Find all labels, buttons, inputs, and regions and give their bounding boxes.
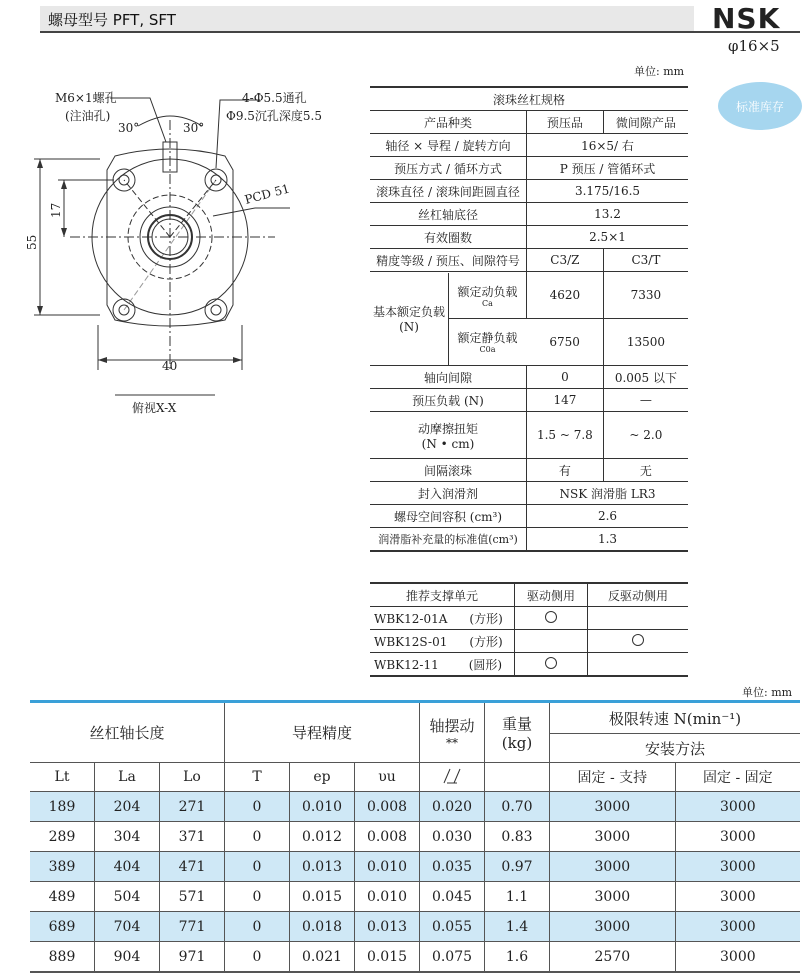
table-row bbox=[30, 912, 800, 942]
space-value: 2.6 bbox=[527, 505, 689, 528]
table-row bbox=[30, 852, 800, 882]
load-unit: (N) bbox=[399, 320, 419, 334]
leader-thread bbox=[110, 98, 166, 142]
cell-weight: 0.97 bbox=[485, 852, 550, 882]
cell-weight: 1.4 bbox=[485, 912, 550, 942]
support-table bbox=[370, 582, 688, 677]
spec-row-label: 有效圈数 bbox=[370, 226, 527, 249]
head-length: 丝杠轴长度 bbox=[30, 702, 225, 763]
cell-lo: 271 bbox=[160, 792, 225, 822]
cell-lo: 971 bbox=[160, 942, 225, 973]
bolt-hole-br-inner bbox=[211, 305, 221, 315]
load-label: 基本额定负载 bbox=[372, 305, 445, 319]
cell-runout: 0.055 bbox=[420, 912, 485, 942]
cell-lt: 289 bbox=[30, 822, 95, 852]
sta-load-symbol: C0a bbox=[479, 345, 496, 355]
cell-lt: 189 bbox=[30, 792, 95, 822]
pcd-label: PCD 51 bbox=[243, 181, 292, 207]
circle-mark bbox=[545, 657, 557, 669]
refill-value: 1.3 bbox=[527, 528, 689, 552]
dyn-load-b: 7330 bbox=[603, 272, 688, 319]
dyn-load-symbol: Ca bbox=[482, 298, 493, 308]
spec-row-label: 预压方式 / 循环方式 bbox=[370, 157, 527, 180]
lube-label: 封入润滑剂 bbox=[370, 482, 527, 505]
spec-col-type: 产品种类 bbox=[370, 111, 527, 134]
head-lead: 导程精度 bbox=[225, 702, 420, 763]
table-row bbox=[30, 822, 800, 852]
cell-runout: 0.030 bbox=[420, 822, 485, 852]
bolt-hole-br bbox=[205, 299, 227, 321]
support-head-unit: 推荐支撑单元 bbox=[370, 583, 515, 607]
spec-col-micro: 微间隙产品 bbox=[603, 111, 688, 134]
thread-label: M6×1螺孔 bbox=[55, 91, 117, 105]
angle-label-right: 30° bbox=[183, 121, 205, 135]
cell-weight: 0.70 bbox=[485, 792, 550, 822]
col-lt: Lt bbox=[30, 763, 95, 792]
stock-badge: 标准库存 bbox=[718, 82, 802, 130]
accuracy-label: 精度等级 / 预压、间隙符号 bbox=[370, 249, 527, 272]
header-rule bbox=[40, 31, 800, 33]
cell-lo: 571 bbox=[160, 882, 225, 912]
spacer-a: 有 bbox=[527, 459, 604, 482]
col-vu: υu bbox=[355, 763, 420, 792]
axial-b: 0.005 以下 bbox=[603, 366, 688, 389]
spec-row-value: P 预压 / 管循环式 bbox=[527, 157, 689, 180]
spec-row-label: 滚珠直径 / 滚珠间距圆直径 bbox=[370, 180, 527, 203]
cell-t: 0 bbox=[225, 822, 290, 852]
support-row bbox=[370, 653, 515, 677]
spec-row-value: 16×5/ 右 bbox=[527, 134, 689, 157]
cell-fs: 3000 bbox=[550, 852, 676, 882]
support-model: WBK12-11 bbox=[374, 657, 439, 672]
col-fix-support: 固定 - 支持 bbox=[550, 763, 676, 792]
oil-label: (注油孔) bbox=[65, 109, 111, 123]
cell-lt: 389 bbox=[30, 852, 95, 882]
head-runout: 轴摆动 bbox=[429, 717, 475, 735]
axial-label: 轴向间隙 bbox=[370, 366, 527, 389]
support-head-reverse: 反驱动侧用 bbox=[588, 583, 689, 607]
head-runout-sub: ** bbox=[446, 736, 458, 750]
dim-40-label: 40 bbox=[162, 359, 178, 373]
spec-table bbox=[370, 86, 688, 552]
spec-title: 滚珠丝杠规格 bbox=[370, 87, 688, 111]
spacer-b: 无 bbox=[603, 459, 688, 482]
cell-runout: 0.035 bbox=[420, 852, 485, 882]
cell-fs: 3000 bbox=[550, 882, 676, 912]
cell-ep: 0.012 bbox=[290, 822, 355, 852]
sta-load-b: 13500 bbox=[603, 319, 688, 366]
cell-la: 904 bbox=[95, 942, 160, 973]
spec-row-label: 轴径 × 导程 / 旋转方向 bbox=[370, 134, 527, 157]
support-model: WBK12-01A bbox=[374, 611, 448, 626]
cell-fs: 3000 bbox=[550, 912, 676, 942]
cell-weight: 1.1 bbox=[485, 882, 550, 912]
cell-la: 704 bbox=[95, 912, 160, 942]
cell-runout: 0.075 bbox=[420, 942, 485, 973]
cell-ff: 3000 bbox=[675, 792, 800, 822]
support-row bbox=[370, 607, 515, 630]
spec-row-value: 13.2 bbox=[527, 203, 689, 226]
col-la: La bbox=[95, 763, 160, 792]
cell-t: 0 bbox=[225, 792, 290, 822]
table-row bbox=[30, 792, 800, 822]
head-mount: 安装方法 bbox=[550, 734, 801, 763]
cell-vu: 0.015 bbox=[355, 942, 420, 973]
cell-la: 304 bbox=[95, 822, 160, 852]
preload-a: 147 bbox=[527, 389, 604, 412]
accuracy-a: C3/Z bbox=[527, 249, 604, 272]
dim-55-label: 55 bbox=[25, 234, 39, 250]
col-t: T bbox=[225, 763, 290, 792]
preload-b: — bbox=[603, 389, 688, 412]
torque-b: ~ 2.0 bbox=[603, 412, 688, 459]
sta-load-a: 6750 bbox=[527, 319, 604, 366]
cell-fs: 3000 bbox=[550, 822, 676, 852]
nut-drawing bbox=[20, 80, 365, 415]
refill-label: 润滑脂补充量的标准值(cm³) bbox=[370, 528, 527, 552]
support-head-drive: 驱动侧用 bbox=[515, 583, 588, 607]
table-row bbox=[30, 942, 800, 973]
cell-ff: 3000 bbox=[675, 822, 800, 852]
cell-t: 0 bbox=[225, 852, 290, 882]
cell-ep: 0.018 bbox=[290, 912, 355, 942]
cell-ff: 3000 bbox=[675, 882, 800, 912]
cell-fs: 3000 bbox=[550, 792, 676, 822]
drawing-caption: 俯视X-X bbox=[132, 401, 177, 415]
cell-vu: 0.008 bbox=[355, 792, 420, 822]
cell-t: 0 bbox=[225, 912, 290, 942]
support-shape: (方形) bbox=[469, 611, 503, 626]
support-shape: (圆形) bbox=[468, 657, 503, 672]
support-model: WBK12S-01 bbox=[374, 634, 448, 649]
spec-row-label: 丝杠轴底径 bbox=[370, 203, 527, 226]
size-label: φ16×5 bbox=[728, 37, 780, 55]
cell-la: 404 bbox=[95, 852, 160, 882]
head-speed: 极限转速 N(min⁻¹) bbox=[550, 702, 801, 734]
preload-label: 预压负载 (N) bbox=[370, 389, 527, 412]
cell-weight: 1.6 bbox=[485, 942, 550, 973]
cell-lo: 471 bbox=[160, 852, 225, 882]
col-ep: ep bbox=[290, 763, 355, 792]
cell-ff: 3000 bbox=[675, 942, 800, 973]
spec-row-value: 2.5×1 bbox=[527, 226, 689, 249]
cell-fs: 2570 bbox=[550, 942, 676, 973]
col-lo: Lo bbox=[160, 763, 225, 792]
cell-weight: 0.83 bbox=[485, 822, 550, 852]
cell-la: 204 bbox=[95, 792, 160, 822]
head-weight: 重量 bbox=[501, 715, 532, 733]
space-label: 螺母空间容积 (cm³) bbox=[370, 505, 527, 528]
arc-left bbox=[138, 116, 170, 126]
cell-ff: 3000 bbox=[675, 852, 800, 882]
cell-lt: 689 bbox=[30, 912, 95, 942]
cell-ep: 0.021 bbox=[290, 942, 355, 973]
cell-lt: 889 bbox=[30, 942, 95, 973]
hole-label: 4-Φ5.5通孔 bbox=[242, 91, 307, 105]
accuracy-b: C3/T bbox=[603, 249, 688, 272]
cell-vu: 0.010 bbox=[355, 882, 420, 912]
unit-label-2: 单位: mm bbox=[742, 686, 793, 699]
length-table bbox=[30, 700, 800, 973]
angle-label-left: 30° bbox=[118, 121, 140, 135]
spec-row-value: 3.175/16.5 bbox=[527, 180, 689, 203]
table-row bbox=[30, 882, 800, 912]
unit-label: 单位: mm bbox=[634, 65, 685, 78]
dyn-load-label: 额定动负载 bbox=[457, 284, 518, 299]
page-title: 螺母型号 PFT, SFT bbox=[48, 11, 176, 29]
sta-load-label: 额定静负载 bbox=[457, 331, 518, 346]
cell-ep: 0.010 bbox=[290, 792, 355, 822]
cell-ff: 3000 bbox=[675, 912, 800, 942]
support-row bbox=[370, 630, 515, 653]
cell-t: 0 bbox=[225, 882, 290, 912]
torque-label: 动摩擦扭矩 bbox=[417, 421, 478, 436]
col-fix-fix: 固定 - 固定 bbox=[675, 763, 800, 792]
cell-vu: 0.008 bbox=[355, 822, 420, 852]
spacer-label: 间隔滚珠 bbox=[370, 459, 527, 482]
nsk-logo: NSK bbox=[712, 2, 781, 35]
support-shape: (方形) bbox=[469, 634, 503, 649]
axial-a: 0 bbox=[527, 366, 604, 389]
torque-a: 1.5 ~ 7.8 bbox=[527, 412, 604, 459]
lube-value: NSK 润滑脂 LR3 bbox=[527, 482, 689, 505]
cell-ep: 0.015 bbox=[290, 882, 355, 912]
counterbore-label: Φ9.5沉孔深度5.5 bbox=[226, 109, 323, 123]
circle-mark bbox=[545, 611, 557, 623]
cell-ep: 0.013 bbox=[290, 852, 355, 882]
runout-icon bbox=[420, 763, 485, 792]
torque-unit: (N • cm) bbox=[421, 436, 475, 451]
cell-lo: 371 bbox=[160, 822, 225, 852]
cell-vu: 0.010 bbox=[355, 852, 420, 882]
cell-lt: 489 bbox=[30, 882, 95, 912]
circle-mark bbox=[632, 634, 644, 646]
dyn-load-a: 4620 bbox=[527, 272, 604, 319]
head-weight-unit: (kg) bbox=[501, 734, 533, 752]
cell-t: 0 bbox=[225, 942, 290, 973]
spec-col-preload: 预压品 bbox=[527, 111, 604, 134]
cell-runout: 0.045 bbox=[420, 882, 485, 912]
dim-17-label: 17 bbox=[49, 202, 63, 218]
cell-vu: 0.013 bbox=[355, 912, 420, 942]
cell-lo: 771 bbox=[160, 912, 225, 942]
cell-la: 504 bbox=[95, 882, 160, 912]
cell-runout: 0.020 bbox=[420, 792, 485, 822]
